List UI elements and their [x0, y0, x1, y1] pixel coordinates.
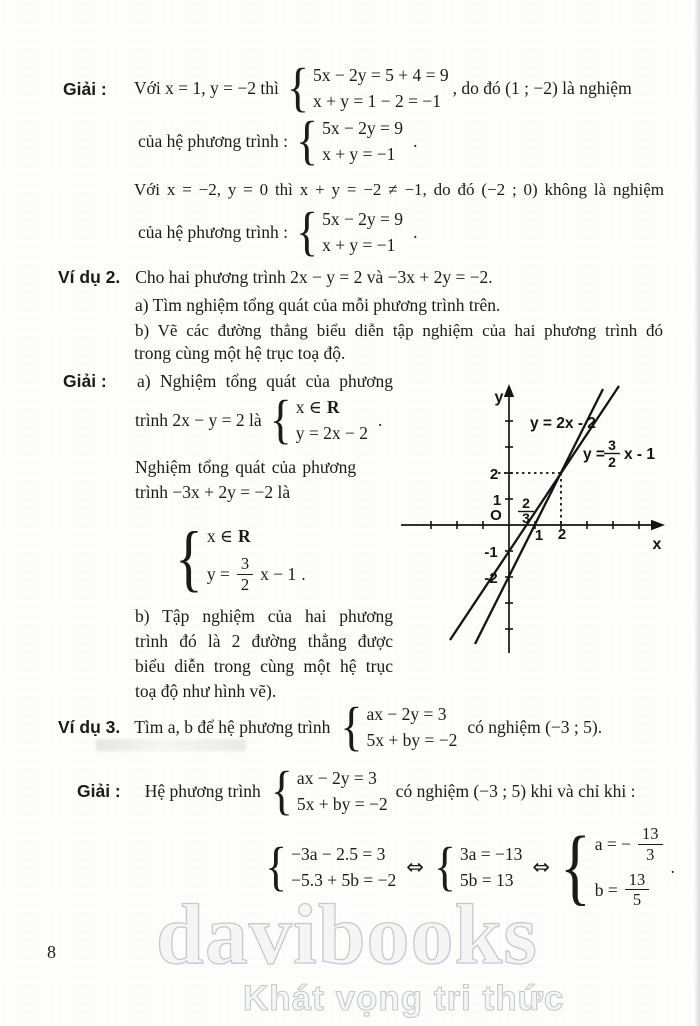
system-row: x + y = −1 — [322, 235, 396, 255]
line-text: Với x = 1, y = −2 thì — [134, 77, 279, 98]
y-tick-minus2: -2 — [484, 570, 498, 587]
example3-label: Ví dụ 3. — [58, 716, 121, 737]
system-row: x + y = −1 — [322, 144, 396, 164]
system-rows — [207, 523, 306, 593]
system-row: 5x + by = −2 — [366, 730, 458, 750]
x-intercept-fraction — [518, 495, 534, 526]
solution3-label: Giải : — [77, 780, 121, 801]
fraction-denominator: 3 — [646, 844, 655, 864]
solution2-a-line2 — [135, 389, 383, 450]
period: . — [301, 564, 306, 584]
equation-system — [286, 57, 449, 118]
system-row — [207, 523, 306, 549]
system-rows — [313, 62, 449, 114]
solution2-label: Giải : — [63, 371, 107, 391]
example2-label: Ví dụ 2. — [58, 267, 121, 287]
page-edge-shadow — [694, 0, 700, 1026]
system-row: 5x − 2y = 9 — [322, 118, 404, 138]
system-rows — [595, 825, 665, 908]
y-axis-arrow — [504, 384, 514, 397]
line-text: có nghiệm (−3 ; 5) khi và chỉ khi : — [395, 780, 636, 801]
period: . — [413, 130, 418, 151]
x-axis-label: x — [652, 536, 662, 553]
system-row — [207, 555, 306, 593]
fraction-numerator: 2 — [522, 495, 530, 511]
example2-item-b-line2: trong cùng một hệ trục toạ độ. — [134, 343, 346, 363]
y-tick-minus1: -1 — [484, 544, 498, 561]
system-row: −5.3 + 5b = −2 — [291, 870, 397, 890]
left-brace: { — [175, 515, 203, 599]
equivalence-arrow: ⇔ — [406, 854, 424, 879]
fraction-numerator: 13 — [638, 825, 663, 844]
left-brace: { — [433, 836, 456, 897]
fraction — [625, 871, 650, 909]
x-axis-arrow — [651, 520, 665, 530]
example2-statement: Cho hai phương trình 2x − y = 2 và −3x + 2y = −2. — [135, 267, 493, 287]
figure-graph — [395, 383, 675, 660]
fraction-denominator: 2 — [240, 574, 250, 594]
equation-system — [295, 201, 404, 262]
line-text: x ∈ — [206, 526, 233, 547]
system-row: ax − 2y = 3 — [366, 704, 447, 724]
solution1-line2 — [138, 110, 418, 171]
left-brace: { — [265, 836, 288, 897]
system-row — [595, 825, 665, 863]
example2-item-b-line1: b) Vẽ các đường thẳng biểu diễn tập nghiệm của hai phương trình đó — [135, 321, 663, 340]
system-rows — [322, 206, 403, 258]
line-text: x − 1 — [260, 564, 297, 584]
equation-system — [560, 819, 664, 914]
system-row: x + y = 1 − 2 = −1 — [312, 91, 442, 111]
solution2-a-line1: a) Nghiệm tổng quát của phương — [137, 371, 393, 391]
system-row — [595, 871, 665, 909]
system-row: −3a − 2.5 = 3 — [291, 844, 386, 864]
period: . — [413, 221, 418, 242]
x-tick-2: 2 — [557, 526, 567, 543]
solution2-system-b — [175, 515, 306, 599]
line-text: Hệ phương trình — [144, 780, 261, 801]
label-text: x - 1 — [624, 446, 656, 463]
solution2-b-line3: biểu diễn trong cùng một hệ trục — [135, 656, 393, 676]
system-row: 3a = −13 — [459, 844, 523, 864]
solution1-line4 — [138, 201, 418, 262]
solution2-a-line3: Nghiệm tổng quát của phương — [135, 457, 357, 477]
solution1-label: Giải : — [63, 79, 107, 99]
print-bleed-artifact — [96, 739, 246, 751]
fraction — [638, 825, 663, 863]
x-tick-1: 1 — [534, 527, 544, 544]
left-brace: { — [269, 389, 292, 450]
watermark-brand: davibooks — [156, 886, 538, 982]
period: . — [670, 856, 675, 877]
system-row: 5x − 2y = 9 — [322, 209, 404, 229]
y-axis-label: y — [494, 389, 504, 406]
equation-system — [269, 389, 369, 450]
system-row: 5b = 13 — [459, 870, 514, 890]
fraction-numerator: 13 — [625, 871, 650, 890]
left-brace: { — [340, 696, 363, 757]
system-row: 5x − 2y = 5 + 4 = 9 — [312, 65, 449, 85]
system-rows — [297, 765, 388, 817]
example2-heading — [58, 265, 493, 290]
system-row: 5x + by = −2 — [296, 794, 388, 814]
equation-system — [175, 515, 306, 599]
set-R-symbol: R — [326, 397, 340, 417]
origin-label: O — [490, 507, 502, 524]
solution2-b-line4: toạ độ như hình vẽ). — [135, 681, 277, 701]
line-text: trình 2x − y = 2 là — [135, 409, 262, 430]
line-text: của hệ phương trình : — [138, 221, 288, 242]
left-brace: { — [286, 57, 309, 118]
example2-item-a: a) Tìm nghiệm tổng quát của mỗi phương trình trên. — [135, 295, 501, 315]
fraction-denominator: 3 — [522, 510, 530, 526]
system-rows — [322, 115, 403, 167]
fraction-numerator: 3 — [608, 437, 616, 453]
line-text: , do đó (1 ; −2) là nghiệm — [452, 77, 632, 98]
system-row: ax − 2y = 3 — [296, 768, 377, 788]
y-tick-1: 1 — [492, 492, 502, 509]
line1-equation-label: y = 2x - 2 — [530, 415, 596, 432]
page-number: 8 — [47, 942, 56, 962]
label-text: y = — [583, 446, 605, 463]
left-brace: { — [270, 760, 293, 821]
equation-system — [270, 760, 388, 821]
example3-statement: Tìm a, b để hệ phương trình — [134, 716, 331, 737]
system-row — [296, 394, 368, 420]
system-rows — [366, 701, 457, 753]
solution3-line — [77, 762, 635, 820]
line-text: của hệ phương trình : — [138, 130, 288, 151]
watermark-slogan: Khát vọng tri thức — [243, 979, 565, 1018]
solution1-line3: Với x = −2, y = 0 thì x + y = −2 ≠ −1, do đó (−2 ; 0) không là nghiệm — [134, 180, 664, 199]
solution2-b-line2: trình đó là 2 đường thẳng được — [135, 631, 393, 651]
line-text: x ∈ — [295, 397, 322, 417]
solution2-b-line1: b) Tập nghiệm của hai phương — [135, 606, 393, 626]
graph-svg — [395, 383, 675, 660]
fraction-numerator: 3 — [237, 555, 253, 574]
y-tick-2: 2 — [489, 466, 499, 483]
fraction-denominator: 2 — [608, 454, 616, 470]
equivalence-arrow: ⇔ — [532, 854, 551, 879]
system-row: y = 2x − 2 — [295, 423, 369, 443]
fraction-denominator: 5 — [632, 890, 642, 910]
left-brace: { — [295, 201, 319, 262]
left-brace: { — [295, 110, 319, 171]
period: . — [378, 409, 383, 430]
line-text: b = — [594, 879, 618, 900]
system-rows — [296, 394, 368, 446]
line-text: y = — [206, 564, 230, 584]
line-text: a = − — [594, 834, 632, 855]
example3-condition: có nghiệm (−3 ; 5). — [467, 716, 603, 737]
left-brace: { — [560, 819, 591, 914]
line2-equation-label — [583, 437, 655, 470]
solution1-line1 — [134, 57, 632, 118]
equation-system — [340, 696, 458, 757]
solution2-a-line4: trình −3x + 2y = −2 là — [135, 482, 291, 502]
fraction — [237, 555, 253, 593]
equation-system — [295, 110, 404, 171]
set-R-symbol: R — [237, 526, 251, 547]
